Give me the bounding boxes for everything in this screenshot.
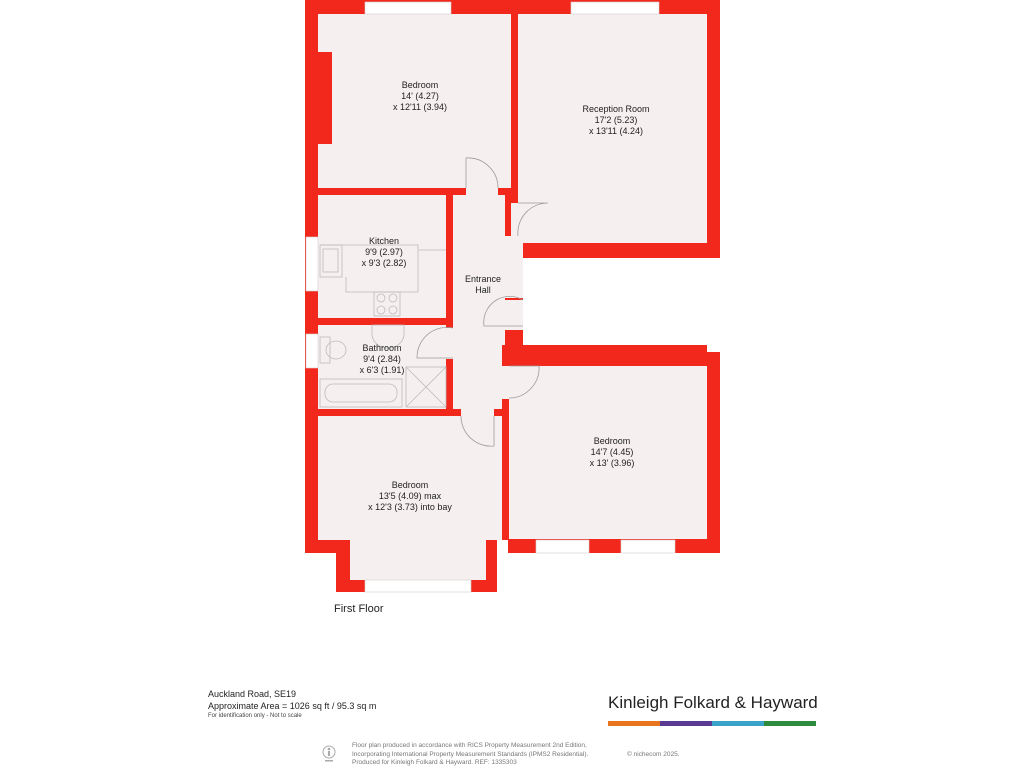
room-label-bedroom-right (572, 436, 652, 469)
room-label-bedroom-bottom (355, 480, 465, 513)
agency-logo: Kinleigh Folkard & Hayward (608, 693, 818, 712)
brand-stripe-orange (608, 721, 660, 726)
property-info (208, 688, 376, 721)
legal-line: Incorporating International Property Measurement Standards (IPMS2 Residential). (352, 750, 589, 758)
brand-stripe-blue (712, 721, 764, 726)
legal-line: Floor plan produced in accordance with RICS Property Measurement 2nd Edition, (352, 742, 587, 749)
legal-notice (352, 742, 588, 768)
room-dimension: x 13'11 (4.24) (588, 126, 644, 136)
disclaimer: For identification only - Not to scale (208, 713, 302, 719)
room-dimension: x 6'3 (1.91) (359, 365, 405, 375)
room-dimension: x 13' (3.96) (589, 458, 635, 468)
room-label-hall (456, 274, 510, 296)
brand-color-bar (608, 721, 816, 726)
brand-stripe-green (764, 721, 816, 726)
approximate-area: Approximate Area = 1026 sq ft / 95.3 sq m (208, 701, 377, 711)
floor-label: First Floor (334, 603, 384, 615)
room-dimension: x 9'3 (2.82) (361, 258, 407, 268)
room-label-bedroom-top (378, 80, 462, 113)
room-name: Bedroom (401, 80, 439, 90)
measurement-icon (322, 744, 336, 764)
brand-stripe-purple (660, 721, 712, 726)
room-dimension: 9'9 (2.97) (365, 247, 403, 257)
room-name: Bathroom (362, 343, 402, 353)
room-name: Hall (475, 285, 491, 295)
room-name: Kitchen (368, 236, 400, 246)
room-dimension: 14' (4.27) (401, 91, 439, 101)
floor-hall (453, 195, 505, 410)
room-dimension: 17'2 (5.23) (594, 115, 638, 125)
room-label-bathroom (342, 343, 422, 376)
address: Auckland Road, SE19 (208, 689, 297, 699)
room-name: Bedroom (391, 480, 429, 490)
room-dimension: x 12'11 (3.94) (392, 102, 448, 112)
room-name: Reception Room (582, 104, 650, 114)
copyright: © nichecom 2025. (627, 751, 680, 758)
room-dimension: 14'7 (4.45) (590, 447, 634, 457)
room-label-kitchen (344, 236, 424, 269)
room-dimension: x 12'3 (3.73) into bay (368, 502, 452, 512)
room-dimension: 13'5 (4.09) max (378, 491, 442, 501)
room-name: Bedroom (593, 436, 631, 446)
room-dimension: 9'4 (2.84) (363, 354, 401, 364)
legal-line: Produced for Kinleigh Folkard & Hayward. REF: 1335303 (352, 759, 517, 766)
room-label-reception (566, 104, 666, 137)
room-name: Entrance (464, 274, 502, 284)
